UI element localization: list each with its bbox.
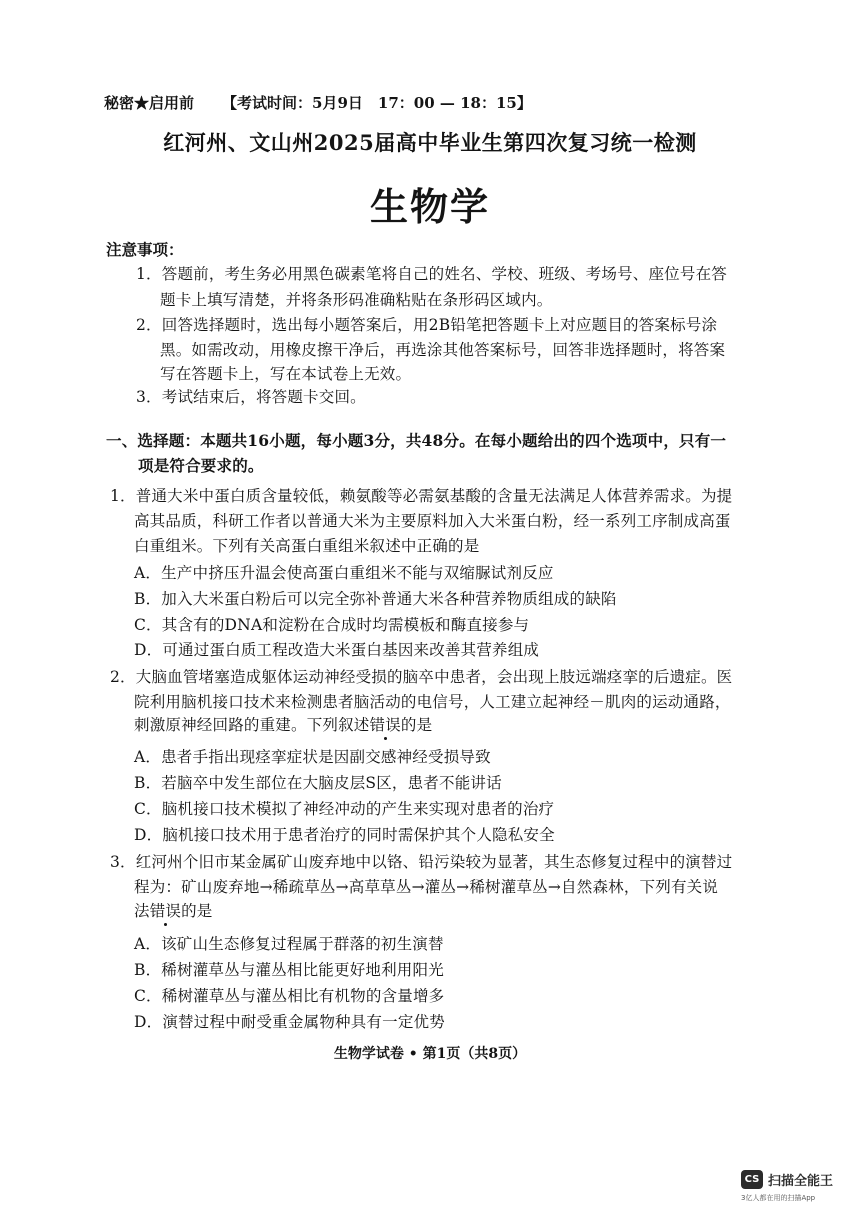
notice-item-3-line-1: 3．考试结束后，将答题卡交回。: [136, 388, 366, 406]
q2-option-b: B．若脑卒中发生部位在大脑皮层S区，患者不能讲话: [134, 774, 502, 792]
notice-item-1-line-2: 题卡上填写清楚，并将条形码准确粘贴在条形码区域内。: [160, 291, 553, 309]
notice-item-1-line-1: 1．答题前，考生务必用黑色碳素笔将自己的姓名、学校、班级、考场号、座位号在答: [136, 265, 727, 283]
exam-time: 【考试时间：5月9日 17：00 — 18：15】: [222, 94, 532, 112]
exam-title: 红河州、文山州2025届高中毕业生第四次复习统一检测: [163, 130, 697, 155]
q3-stem-line-3: 法错误的是: [134, 902, 213, 920]
q3-option-a: A．该矿山生态修复过程属于群落的初生演替: [134, 935, 444, 953]
q2-stem-line-2: 院利用脑机接口技术来检测患者脑活动的电信号，人工建立起神经－肌肉的运动通路，: [134, 693, 731, 711]
section-header-line-1: 一、选择题：本题共16小题，每小题3分，共48分。在每小题给出的四个选项中，只有一: [106, 431, 727, 450]
subject-title: 生物学: [369, 184, 490, 229]
q2-option-a: A．患者手指出现痉挛症状是因副交感神经受损导致: [134, 748, 491, 766]
q1-option-a: A．生产中挤压升温会使高蛋白重组米不能与双缩脲试剂反应: [134, 564, 554, 582]
q3-emphasis-wrong: 错误: [149, 902, 182, 920]
q1-option-c: C．其含有的DNA和淀粉在合成时均需模板和酶直接参与: [134, 616, 530, 634]
q3-option-c: C．稀树灌草丛与灌丛相比有机物的含量增多: [134, 987, 445, 1005]
q2-stem-line-1: 2．大脑血管堵塞造成躯体运动神经受损的脑卒中患者，会出现上肢远端痉挛的后遗症。医: [110, 668, 733, 686]
q1-option-b: B．加入大米蛋白粉后可以完全弥补普通大米各种营养物质组成的缺陷: [134, 590, 617, 608]
notice-item-2-line-3: 写在答题卡上，写在本试卷上无效。: [160, 365, 412, 383]
scanner-tagline: 3亿人都在用的扫描App: [741, 1194, 816, 1202]
q3-stem-line-1: 3．红河州个旧市某金属矿山废弃地中以铬、铅污染较为显著，其生态修复过程中的演替过: [110, 853, 733, 871]
q1-option-d: D．可通过蛋白质工程改造大米蛋白基因来改善其营养组成: [134, 641, 540, 659]
notice-title: 注意事项：: [106, 240, 184, 259]
secret-label: 秘密★启用前: [104, 94, 195, 112]
q2-option-d: D．脑机接口技术用于患者治疗的同时需保护其个人隐私安全: [134, 826, 555, 844]
q2-emphasis-wrong: 错误: [369, 716, 401, 734]
page-footer: 生物学试卷 • 第1页（共8页）: [333, 1046, 527, 1062]
section-header-line-2: 项是符合要求的。: [138, 456, 264, 475]
q2-option-c: C．脑机接口技术模拟了神经冲动的产生来实现对患者的治疗: [134, 800, 555, 818]
scanner-app-name: 扫描全能王: [768, 1174, 834, 1189]
q1-stem-line-2: 高其品质，科研工作者以普通大米为主要原料加入大米蛋白粉，经一系列工序制成高蛋: [134, 512, 731, 530]
q3-option-d: D．演替过程中耐受重金属物种具有一定优势: [134, 1013, 445, 1031]
q2-stem-line-3: 刺激原神经回路的重建。下列叙述错误的是: [134, 716, 433, 734]
notice-item-2-line-2: 黑。如需改动，用橡皮擦干净后，再选涂其他答案标号，回答非选择题时，将答案: [160, 341, 726, 359]
q1-stem-line-1: 1．普通大米中蛋白质含量较低，赖氨酸等必需氨基酸的含量无法满足人体营养需求。为提: [110, 487, 733, 505]
q3-option-b: B．稀树灌草丛与灌丛相比能更好地利用阳光: [134, 961, 444, 979]
scanner-logo-icon: CS: [741, 1170, 763, 1189]
notice-item-2-line-1: 2．回答选择题时，选出每小题答案后，用2B铅笔把答题卡上对应题目的答案标号涂: [136, 316, 718, 334]
q3-stem-line-2: 程为：矿山废弃地→稀疏草丛→高草草丛→灌丛→稀树灌草丛→自然森林，下列有关说: [134, 878, 719, 896]
header-line: [104, 92, 532, 113]
q1-stem-line-3: 白重组米。下列有关高蛋白重组米叙述中正确的是: [134, 537, 480, 555]
